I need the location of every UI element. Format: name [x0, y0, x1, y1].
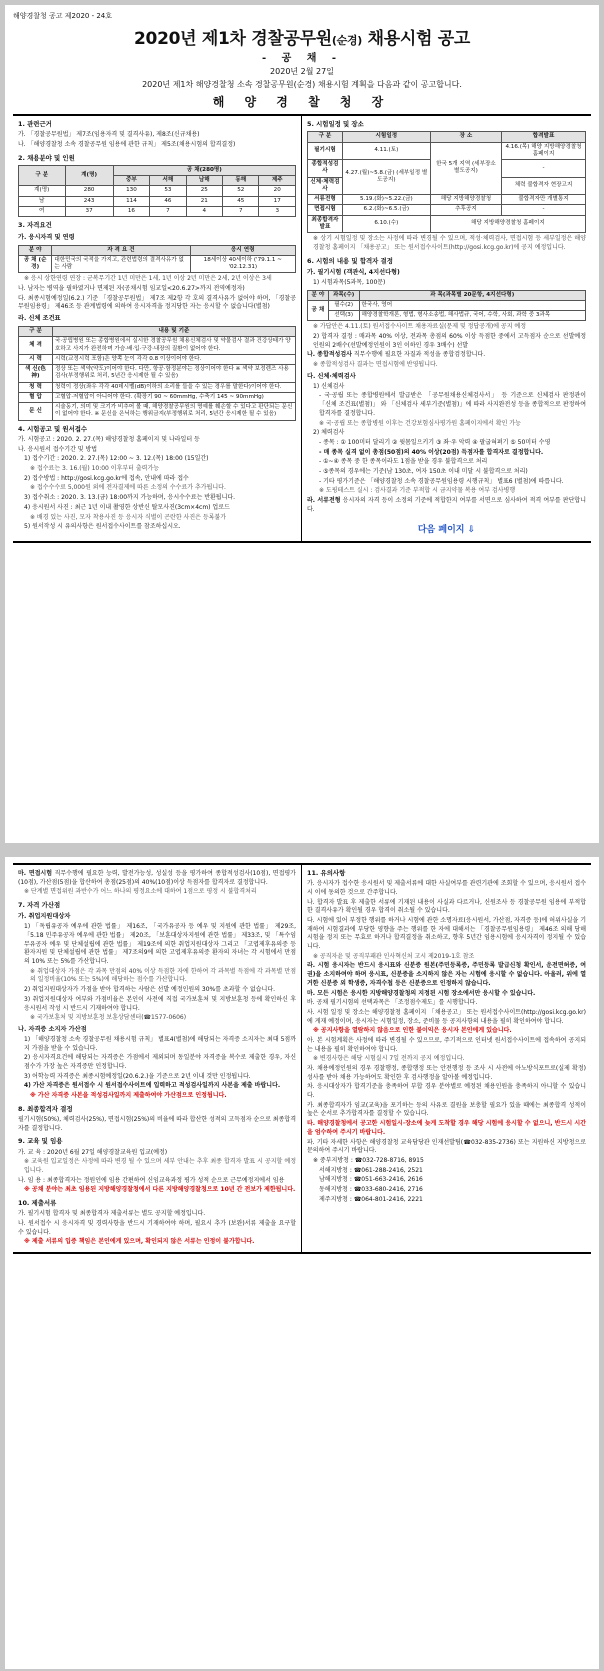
- table-row: [308, 142, 586, 160]
- warning-line: ※ 제출 서류의 입증 책임은 본인에게 있으며, 확인되지 않은 서류는 인정이 불가합니다.: [24, 1238, 255, 1246]
- table-header: 시험일정: [342, 132, 430, 142]
- table-cell: 7: [150, 207, 186, 217]
- left-column: [13, 116, 302, 541]
- subsection-heading: 가. 취업지원대상자: [18, 913, 71, 921]
- table-header: 장 소: [430, 132, 501, 142]
- table-cell: 20: [259, 186, 296, 196]
- text-line: 1) 시험과목(5과목, 100문): [313, 278, 386, 286]
- text-line: 나. 원서접수 시 응시자격 및 경력사항을 반드시 기재하여야 하며, 필요시 추가 (보완)서류 제출을 요구할 수 있습니다.: [18, 1220, 296, 1236]
- text-line: - 국·공립 또는 종합병원에서 발급받은 「공무원채용신체검사서」 등 기준으로 신체검사 판정관이 「신체 조건표(별첨)」 와 「신체검사 세부기준(별첨)」에 따라 사지완전성 등을 종합적으로 판정하여 합격자를 결정합니다.: [319, 392, 586, 417]
- table-row: [19, 403, 296, 421]
- text-line: 나. 응시원서 접수기간 및 방법: [18, 445, 98, 453]
- schedule-table: [307, 131, 586, 233]
- announcement-page-2: [5, 857, 599, 1669]
- text-line: [307, 351, 586, 360]
- subsection-heading: 나. 종합적성검사: [307, 351, 352, 359]
- text-line: 4) 응시원서 사진 : 최근 1년 이내 촬영한 상반신 탈모사진(3cm×4cm) 업로드: [24, 503, 230, 511]
- agency-name: 해 양 경 찰 청 장: [212, 95, 392, 109]
- text-line: 3) 접수취소 : 2020. 3. 13.(금) 18:00까지 가능하며, 응시수수료는 반환됩니다.: [24, 494, 236, 502]
- table-header: 구 분: [19, 327, 53, 337]
- table-header: 자 격 요 건: [52, 245, 190, 255]
- note-line: ※ 접수료는 3. 16.(월) 10:00 이후부터 출력가능: [30, 465, 160, 473]
- table-row: [308, 215, 586, 233]
- table-cell: 21: [186, 196, 222, 206]
- note-line: ※ 공직자윤 및 공직부패관 인사혁신처 고시 제2019-1호 참조: [313, 952, 475, 960]
- table-cell: -: [502, 160, 586, 178]
- subsection-heading: 마. 면접시험: [18, 870, 53, 877]
- warning-line: ※ 공채 분야는 최초 임용된 지방해양경찰청에서 다른 지방해양경찰청으로 10년 간 전보가 제한됩니다.: [24, 1186, 296, 1194]
- text-line: 바. 공채 필기시험의 선택과목은 「조정점수제도」를 시행합니다.: [307, 999, 478, 1007]
- table-cell: 필수(2): [328, 300, 359, 310]
- table-header: 응시 연령: [190, 245, 295, 255]
- text-line: - 종목 : ① 100미터 달리기 ② 윗몸일으키기 ③ 좌·우 악력 ④ 팔굽혀펴기 ⑤ 50미터 수영: [319, 438, 551, 446]
- warning-line: 타. 해양경찰청에서 공고한 시험일시·장소에 늦게 도착할 경우 해당 시험에 응시할 수 없으니, 반드시 시간을 엄수하여 주시기 바랍니다.: [307, 1120, 586, 1136]
- note-line: ※ 응시 상한연령 연장 : 군복무기간 1년 미만은 1세, 1년 이상 2년 미만은 2세, 2년 이상은 3세: [24, 275, 272, 283]
- text-line: 3) 어학능력 자격증은 최종시험예정일(20.6.2.)을 기준으로 2년 이내 것만 인정됩니다.: [24, 1072, 251, 1080]
- table-cell: 시술동기, 의미 및 크기가 비추어 볼 때, 해양경찰공무원의 명예를 훼손할 수 있다고 판단되는 문신이 없어야 한다. ※ 문신을 은닉하는 행위금지(부정행위로 처리, 5년간 응시제한 될 수 있음): [53, 403, 296, 421]
- table-cell: -: [502, 205, 586, 215]
- table-cell: 대한민국의 국적을 가지고, 관련법령의 결격사유가 없는 사람: [52, 255, 190, 273]
- table-cell: 문 신: [19, 403, 53, 421]
- table-header: 제주: [259, 176, 296, 186]
- table-cell: 불합격자만 개별통지: [502, 195, 586, 205]
- table-cell: 243: [65, 196, 113, 206]
- warning-line: ※ 가산 자격증 사본을 적성검사일까지 제출하여야 가산점으로 인정됩니다.: [30, 1092, 227, 1099]
- right-column: [302, 865, 591, 1252]
- text-line: 직무수행에 필요한 능력, 발전가능성, 성실성 등을 평가하여 종합적성검사(10점), 면접평가(10점), 가산점(5점)을 합산하여 총점(25점)의 40%(10점)이상 득점자를 합격자로 결정합니다.: [18, 870, 296, 886]
- table-cell: 4: [186, 207, 222, 217]
- table-cell: 고혈압·저혈압이 아니어야 한다. (확장기 90 ~ 60mmHg, 수축기 145 ~ 90mmHg): [53, 392, 296, 402]
- subsection-heading: 다. 신체·체력검사: [307, 372, 356, 380]
- table-header: 동해: [223, 176, 259, 186]
- table-row: [19, 354, 296, 364]
- table-row: [308, 300, 586, 310]
- contact-line: ※ 중부지방청 : ☎032-728-8716, 8915: [313, 1156, 424, 1164]
- note-line: ※ 도핑테스트 실시 : 검사결과 기준 부적합 시 금지약물 복용 여부 검사병행: [319, 487, 516, 495]
- text-line: 4) 가산 자격증은 원서접수 시 원서접수사이트에 입력하고 적성검사일까지 사본을 제출 바랍니다.: [24, 1082, 281, 1090]
- table-cell: 280: [65, 186, 113, 196]
- table-cell: 남: [19, 196, 66, 206]
- table-cell: 선택(3): [328, 311, 359, 321]
- table-header: 구 분: [308, 132, 343, 142]
- note-line: ※ 취업대상자 가점은 각 과목 만점의 40% 이상 득점한 자에 한하여 각 과목별 득점에 각 과목별 만점의 일정비율(10% 또는 5%)에 해당하는 점수를 가산합니다.: [30, 967, 296, 984]
- announce-date: 2020년 2월 27일: [270, 67, 334, 76]
- text-line: 5) 원서작성 시 유의사항은 원서접수사이트를 참조하십시오.: [24, 523, 181, 531]
- note-line: ※ 국·공립 또는 종합병원 이후는 건강보험심사평가원 홈페이지에서 확인 가능: [319, 419, 521, 427]
- text-line: - 기타 평가기준은 「해양경찰청 소속 경찰공무원임용령 시행규칙」 별표6 (별첨)에 따릅니다.: [319, 477, 564, 485]
- table-cell: 53: [150, 186, 186, 196]
- section-heading: 1. 관련근거: [18, 120, 52, 128]
- table-row: [19, 207, 296, 217]
- table-cell: 국·공립병원 또는 종합병원에서 실시한 경찰공무원 채용신체검사 및 약물검사 결과 건강상태가 양호하고 사지가 완전하며 가슴·배·입·구강·내장의 질환이 없어야 한다.: [53, 337, 296, 355]
- contact-line: 동해지방청 : ☎033-680-2416, 2716: [319, 1185, 423, 1193]
- contact-line: 서해지방청 : ☎061-288-2416, 2521: [319, 1166, 423, 1174]
- text-line: 2) 접수방법 : http://gosi.kcg.go.kr에 접속, 안내에 따라 접수: [24, 474, 189, 482]
- next-page-indicator: 다음 페이지 ⇩: [417, 525, 476, 536]
- table-header: 과 목(과목별 20문항, 4지선다형): [359, 290, 585, 300]
- subsection-heading: 나. 자격증 소지자 가산점: [18, 1025, 87, 1033]
- table-cell: 5.19.(화)~5.22.(금): [342, 195, 430, 205]
- note-line: ※ 가답안은 4.11.(토) 원서접수사이트 채용자료실(문제 및 정답공개)에 공지 예정: [313, 323, 527, 331]
- table-cell: 시력(교정시력 포함)은 양쪽 눈이 각각 0.8 이상이어야 한다.: [53, 354, 296, 364]
- table-row: [19, 392, 296, 402]
- table-cell: 16: [113, 207, 149, 217]
- table-cell: 신체·체력검사: [308, 177, 343, 195]
- table-cell: 한국사, 영어: [359, 300, 585, 310]
- subsection-heading: 가. 필기시험 (객관식, 4지선다형): [307, 268, 400, 276]
- text-line: 나. 합격자 발표 후 제출한 서류에 기재된 내용이 사실과 다르거나, 신원조사 등 경찰공무원 임용에 부적합한 결격사유가 확인될 경우 합격이 취소될 수 있습니다.: [307, 898, 586, 915]
- subject-table: [307, 290, 586, 322]
- table-cell: 4.16.(목) 해양 지방해양경찰청 홈페이지: [502, 142, 586, 160]
- table-header: 중부: [113, 176, 149, 186]
- text-line: 1) 신체검사: [313, 382, 345, 390]
- text-line: - 매 종목 실격 없이 총점(50점)의 40% 이상(20점) 득점자를 합격자로 결정합니다.: [319, 448, 544, 456]
- table-cell: 체력 불합격자 현장고지: [502, 177, 586, 195]
- content-grid: [13, 114, 591, 543]
- intro-text: 2020년 제1차 해양경찰청 소속 경찰공무원(순경) 채용시험 계획을 다음과 같이 공고합니다.: [142, 80, 462, 89]
- table-row: [308, 195, 586, 205]
- text-line: 다. 시험에 있어 부정한 행위를 하거나 시험에 관한 소명자료(응시원서, 가산점, 자격증 등)에 허위사실을 기재하여 시험결과에 부당한 영향을 주는 행위를 한 자에 대해서는 「경찰공무원임용령」 제46조 의해 당해 시험을 정지 또는 무효로 하거나 합격결정을 취소하고, 향후 5년간 임용시험에 응시자격이 정지될 수 있습니다.: [307, 917, 586, 951]
- body-criteria-table: [18, 326, 296, 421]
- table-cell: 시 력: [19, 354, 53, 364]
- subtitle: - 공 채 -: [261, 53, 343, 64]
- section-heading: 3. 자격요건: [18, 221, 52, 230]
- note-line: ※ 종합적성검사 결과는 면접시험에 반영됩니다.: [313, 361, 438, 369]
- text-line: 마. 모든 시험은 응시한 지방해양경찰청의 지정된 시험 장소에서만 응시할 수 있습니다.: [307, 989, 536, 997]
- table-cell: 종합적성검사: [308, 160, 343, 178]
- text-line: 2) 취업지원대상자가 가점을 받아 합격하는 사람은 선발 예정인원의 30%를 초과할 수 없습니다.: [24, 986, 276, 994]
- text-line: 1) 접수기간 : 2020. 2. 27.(목) 12:00 ~ 3. 12.(목) 18:00 (15일간): [24, 455, 209, 463]
- section-heading: 5. 시험일정 및 장소: [307, 120, 364, 128]
- text-line: 카. 최종합격자가 임교(교육)을 포기하는 등의 사유로 결원을 보충할 필요가 있을 때에는 최종합격 성적이 높은 순서로 추가합격자를 결정할 수 있습니다.: [307, 1101, 586, 1118]
- table-cell: 색 신(色 神): [19, 365, 53, 383]
- table-row: [19, 382, 296, 392]
- table-header: 구 분: [19, 165, 66, 186]
- table-row: [19, 365, 296, 383]
- table-cell: 6.10.(수): [342, 215, 430, 233]
- text-line: 응시자의 자격 등이 소정의 기준에 적합한지 여부를 서면으로 심사하여 적격 여부를 판단합니다.: [307, 497, 586, 513]
- table-cell: 114: [113, 196, 149, 206]
- section-heading: 8. 최종합격자 결정: [18, 1104, 73, 1113]
- text-line: 차. 응시대상자가 합격기준을 충족하여 부합 경우 분야별로 예정된 채용인원을 충족하지 아니할 수 있습니다.: [307, 1083, 586, 1100]
- table-cell: 공 채: [308, 300, 329, 321]
- note-line: ※ 단계별 면접위원 과반수가 어느 하나의 평정요소에 대하여 1점으로 평정 시 불합격처리: [24, 888, 257, 896]
- text-line: 2) 응시자격요건에 해당되는 자격증은 가점에서 제외되며 동일분야 자격증을 복수로 제출한 경우, 자신점수가 가장 높은 자격증만 인정합니다.: [24, 1054, 296, 1070]
- table-row: [19, 337, 296, 355]
- content-grid: [13, 863, 591, 1254]
- text-line: - ①~④ 종목 중 한 종목이라도 1점을 받을 경우 불합격으로 처리: [319, 458, 488, 466]
- title-paren: (순경): [331, 34, 362, 47]
- section-heading: 11. 유의사항: [307, 869, 346, 877]
- text-line: 직무수행에 필요한 자질과 적성을 종합검정합니다.: [353, 351, 486, 359]
- table-header: 과목(수): [328, 290, 359, 300]
- text-line: 나. 「해양경찰청 소속 경찰공무원 임용에 관한 규칙」 제5조(채용시험의 합격결정): [18, 140, 236, 148]
- table-cell: 혈 압: [19, 392, 53, 402]
- table-row: [19, 196, 296, 206]
- table-cell: 필기시험: [308, 142, 343, 160]
- text-line: 가. 교 육 : 2020년 6월 27일 해양경찰교육원 입교(예정): [18, 1148, 168, 1156]
- announcement-page-1: [5, 5, 599, 843]
- text-line: 1) 「독립유공자 예우에 관한 법률」 제16조, 「국가유공자 등 예우 및 지원에 관한 법률」 제29조, 「5.18 민주유공자 예우에 관한 법률」 제20조, 「보훈대상자지원에 관한 법률」 제33조, 및 「특수임무유공자 예우 및 단체설립에 관한 법률」 제19조에 의한 취업지원대상자 그리고 「고엽제후유의증 등 환자지원 및 단체설립에 관한 법률」 제7조의9에 의한 고엽제후유의증 환자의 자녀는 각 시험에서 만점의 10% 또는 5%를 가산합니다.: [24, 923, 296, 966]
- subsection-heading: 가. 응시자격 및 연령: [18, 233, 75, 241]
- table-row: [19, 186, 296, 196]
- table-cell: 추후공지: [430, 205, 501, 215]
- table-row: [308, 205, 586, 215]
- note-line: ※ 배경 있는 사진, 모자 착용사진 등 응시자 식별이 곤란한 사진은 등록불가: [30, 513, 226, 521]
- text-line: 1) 「해양경찰청 소속 경찰공무원 채용시험 규칙」 별표4(별첨)에 해당되는 자격증 소지자는 최대 5점까지 가점을 받을 수 있습니다.: [24, 1035, 296, 1052]
- text-line: 파. 기타 자세한 사항은 해양경찰청 교육담당관 인재선발팀(☎032-835-2736) 또는 지원하신 지방청으로 문의하여 주시기 바랍니다.: [307, 1138, 586, 1155]
- text-line: 나. 남자는 병역을 필하였거나 면제된 자(공채시험 임교일<20.6.27>까지 전역예정자): [18, 285, 245, 293]
- table-header: 내용 및 기준: [53, 327, 296, 337]
- table-cell: 7: [223, 207, 259, 217]
- text-line: 가. 응시자가 접수한 응시원서 및 제출서류에 대한 사실여부를 관련기관에 조회할 수 있으며, 응시원서 접수 시 이에 동의한 것으로 간주합니다.: [307, 880, 586, 896]
- table-cell: 청력이 정상(좌우 각각 40데시벨(dB)이하의 소리를 들을 수 있는 경우를 말한다)이어야 한다.: [53, 382, 296, 392]
- text-line: 가. 「경찰공무원법」 제7조(임용자격 및 결격사유), 제8조(신규채용): [18, 131, 200, 139]
- table-cell: 청 력: [19, 382, 53, 392]
- text-line: 가. 시험공고 : 2020. 2. 27.(목) 해양경찰청 홈페이지 및 나라일터 등: [18, 436, 200, 443]
- eligibility-table: [18, 245, 296, 274]
- note-line: ※ 교육원 입교일정은 사정에 따라 변경 될 수 있으며 세부 안내는 추후 최종 합격자 발표 시 공지할 예정입니다.: [24, 1158, 296, 1174]
- section-heading: 6. 시험의 내용 및 합격자 결정: [307, 256, 393, 265]
- contact-line: 제주지방청 : ☎064-801-2416, 2221: [319, 1195, 423, 1203]
- title-end: 채용시험 공고: [361, 29, 470, 49]
- table-cell: 최종합격자발표: [308, 215, 343, 233]
- text-line: 아. 본 시험계획은 사정에 따라 변경될 수 있으므로, 주기적으로 인터넷 원서접수사이트에 접속하여 공지되는 내용을 필히 확인하여야 합니다.: [307, 1036, 586, 1053]
- section-heading: 2. 채용분야 및 인원: [18, 153, 75, 162]
- table-cell: 해당 지방해양경찰청: [430, 195, 501, 205]
- table-header: 남해: [186, 176, 222, 186]
- table-row: [308, 311, 586, 321]
- section-heading: 4. 시험공고 및 원서접수: [18, 424, 88, 433]
- page-title: [13, 24, 591, 49]
- table-cell: 정상 또는 색약(약도)이어야 한다. 다만, 항공·함정분야는 정상이어야 한다 ※ 색약 보정렌즈 사용검사(부정행위로 처리, 5년간 응시제한 될 수 있음): [53, 365, 296, 383]
- text-line: 가. 필기시험 합격자 및 최종합격자 제출서류는 별도 공지할 예정입니다.: [18, 1210, 206, 1218]
- table-cell: 해양경찰학개론, 형법, 형사소송법, 해사법규, 국어, 수학, 사회, 과학 중 3과목: [359, 311, 585, 321]
- text-line: 2) 합격자 결정 : 매과목 40% 이상, 전과목 총점의 60% 이상 득점한 중에서 고득점자 순으로 선발예정인원의 2배수(선발예정인원이 3인 이하인 경우 3배수) 선발: [313, 333, 586, 349]
- table-cell: 여: [19, 207, 66, 217]
- table-cell: 17: [259, 196, 296, 206]
- table-cell: 4.11.(토): [342, 142, 430, 160]
- text-line: 필기시험(50%), 체력검사(25%), 면접시험(25%)의 비율에 따라 합산한 성적의 고득점자 순으로 최종합격자를 결정합니다.: [18, 1115, 296, 1132]
- table-cell: 서류전형: [308, 195, 343, 205]
- note-line: ※ 국가보훈처 및 지방보훈청 보훈상담센터(☎1577-0606): [30, 1014, 187, 1022]
- table-cell: 3: [259, 207, 296, 217]
- table-cell: 체 격: [19, 337, 53, 355]
- text-line: 2) 체력검사: [313, 429, 345, 437]
- recruit-table: [18, 165, 296, 217]
- table-cell: 6.2.(화)~6.5.(금): [342, 205, 430, 215]
- text-line: 다. 최종시험예정일(6.2.) 기준 「경찰공무원법」 제7조 제2항 각 호의 결격사유가 없어야 하며, 「경찰공무원임용령」 제46조 등 관계법령에 의하여 응시자격을 정지당한 자는 응시할 수 없습니다(별첨): [18, 294, 296, 311]
- table-cell: 4.27.(월)~5.8.(금) (세부일정 별도공지): [342, 160, 430, 195]
- table-cell: 37: [65, 207, 113, 217]
- table-row: [19, 255, 296, 273]
- warning-line: ※ 공지사항을 열람하지 않음으로 인한 불이익은 응시자 본인에게 있습니다.: [313, 1027, 512, 1035]
- table-cell: 한국 5개 지역 (세부장소 별도공지): [430, 142, 501, 195]
- table-cell: 18세이상 40세이하 ('79.1.1 ~ '02.12.31): [190, 255, 295, 273]
- title-main: 2020년 제1차 경찰공무원: [134, 29, 332, 49]
- text-line: 나. 임 용 : 최종합격자는 정원인에 임용 간편하여 신임교육과정 평가 성적 순으로 근무예정지에서 임용: [18, 1176, 285, 1184]
- text-line: [307, 497, 586, 514]
- table-header: 계(명): [65, 165, 113, 186]
- text-line: 사. 시험 일정 및 장소는 해양경찰청 홈페이지 「채용공고」 또는 원서접수사이트(http://gosi.kcg.go.kr)에 게재 예정이며, 응시자는 시험일정, 장소, 준비물 등 공지사항의 내용을 필히 확인하여야 합니다.: [307, 1008, 586, 1025]
- section-heading: 10. 제출서류: [18, 1199, 57, 1208]
- table-cell: 면접시험: [308, 205, 343, 215]
- text-line: 3) 취업지원대상자 여부와 가점비율은 본인이 사전에 직접 국가보훈처 및 지방보훈청 등에 확인하신 후 응시원서 작성 시 반드시 기재하여야 합니다.: [24, 995, 296, 1012]
- notice-number: 해양경찰청 공고 제2020 - 24호: [13, 12, 113, 20]
- table-cell: 계(명): [19, 186, 66, 196]
- subsection-heading: 라. 서류전형: [307, 497, 341, 504]
- table-cell: 25: [186, 186, 222, 196]
- left-column: [13, 865, 302, 1252]
- subsection-heading: 라. 신체 조건표: [18, 315, 61, 323]
- table-header: 공 채(280명): [113, 165, 295, 175]
- contact-line: 남해지방청 : ☎051-663-2416, 2616: [319, 1176, 423, 1184]
- table-cell: 45: [223, 196, 259, 206]
- section-heading: 7. 자격 가산점: [18, 901, 61, 910]
- table-cell: 공 채 (순경): [19, 255, 52, 273]
- table-header: 서해: [150, 176, 186, 186]
- text-line: - ⑤종목의 경우에는 기준(남 130초, 여자 150초 이내 미달 시 불합격으로 처리): [319, 467, 528, 475]
- text-line: [18, 870, 296, 887]
- table-header: 분 야: [19, 245, 52, 255]
- table-cell: 52: [223, 186, 259, 196]
- section-heading: 9. 교육 및 임용: [18, 1137, 63, 1146]
- note-line: ※ 상기 시험일정 및 장소는 사정에 따라 변경될 수 있으며, 적성·체력검사, 면접시험 등 세부일정은 해양경찰청 홈페이지 「채용공고」 또는 원서접수사이트(http://gosi.kcg.go.kr)에 공지 예정입니다.: [313, 235, 586, 251]
- table-cell: 46: [150, 196, 186, 206]
- note-line: ※ 변경사항은 해당 시험실시 7일 전까지 공지 예정입니다.: [313, 1055, 465, 1063]
- table-cell: 해당 지방해양경찰청 홈페이지: [430, 215, 585, 233]
- note-line: ※ 접수수수료 5,000원 외에 전자결제에 따른 소정의 수수료가 추가됩니다.: [30, 484, 226, 492]
- text-line: 라. 시험 응시자는 반드시 응시표와 신분증 원본(주민등록증, 주민등록 발급신청 확인서, 운전면허증, 여권)을 소지하여야 하며 응시표, 신분증을 소지하지 않은 자는 시험에 응시할 수 없습니다. 아울러, 위에 열거한 신분증 외 학생증, 자격수첩 등은 신분증으로 인정하지 않습니다.: [307, 962, 586, 987]
- table-header: 분 야: [308, 290, 329, 300]
- table-cell: 130: [113, 186, 149, 196]
- text-line: 자. 채용예정인원의 경우 경찰행정, 종합행정 또는 안전행정 등 조사 시 사전에 아노방식포트로(실제 확정) 성사를 받아 채용 가능하여도 확인한 후 검사행정을 알아볼 예정입니다.: [307, 1065, 586, 1081]
- table-header: 합격발표: [502, 132, 586, 142]
- right-column: [302, 116, 591, 541]
